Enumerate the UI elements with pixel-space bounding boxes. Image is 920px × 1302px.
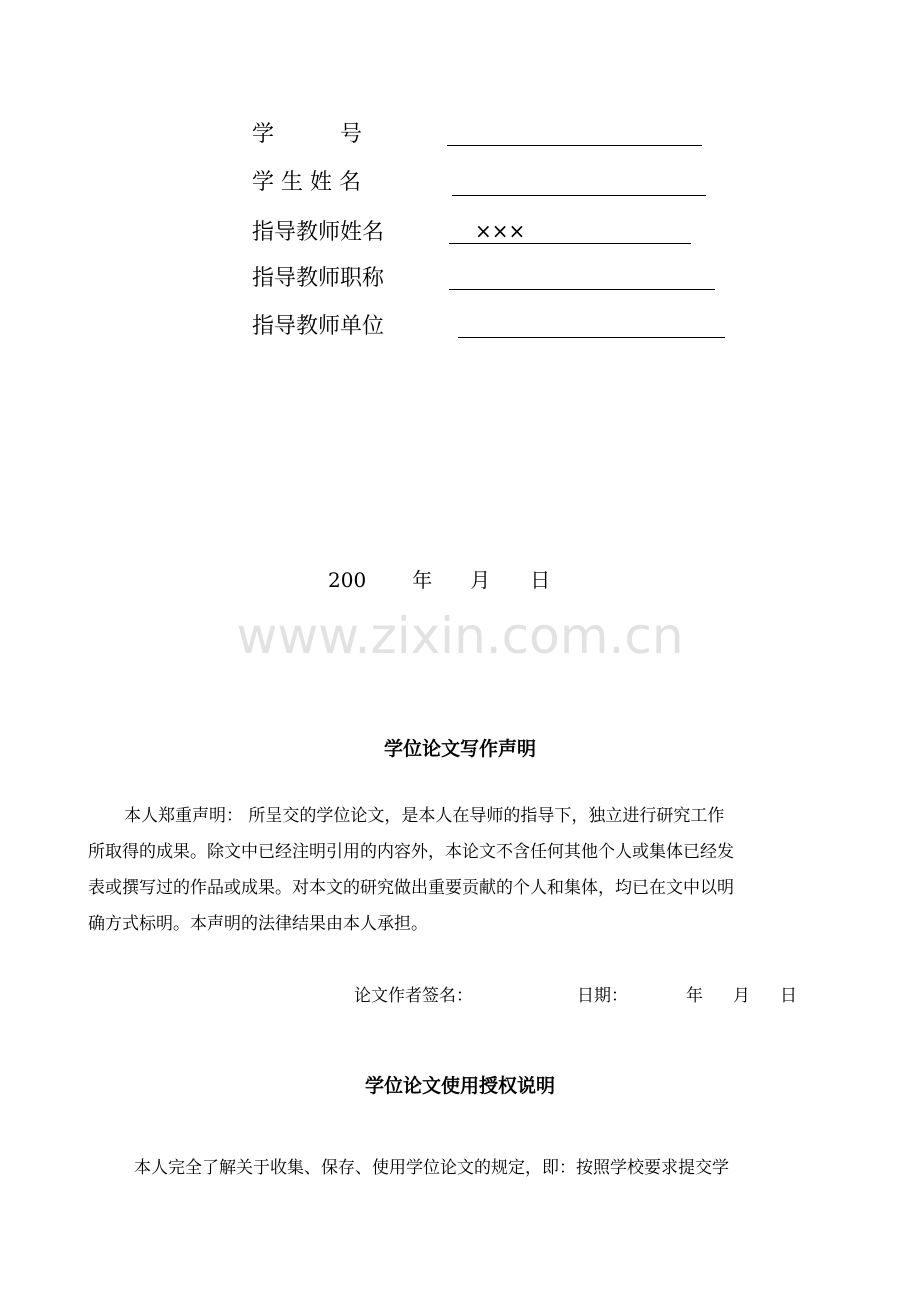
advisor-name-field[interactable]: ××× <box>449 216 691 244</box>
signature-year-unit: 年 <box>686 986 703 1006</box>
authorization-title: 学位论文使用授权说明 <box>364 1075 555 1097</box>
declaration-line: 所取得的成果。除文中已经注明引用的内容外，本论文不含任何其他个人或集体已经发 <box>88 842 734 862</box>
authorization-line: 本人完全了解关于收集、保存、使用学位论文的规定，即：按照学校要求提交学 <box>134 1158 729 1178</box>
cover-date <box>328 566 550 594</box>
advisor-name-row <box>0 218 920 258</box>
student-name-field[interactable] <box>452 168 706 196</box>
signature-month-unit: 月 <box>733 986 750 1006</box>
advisor-unit-field[interactable] <box>458 310 725 338</box>
student-name-label: 学 生 姓 名 <box>252 170 361 195</box>
student-id-field[interactable] <box>447 118 702 146</box>
advisor-title-field[interactable] <box>449 262 715 290</box>
date-day-unit: 日 <box>530 568 551 592</box>
student-id-row <box>0 120 920 160</box>
date-year-unit: 年 <box>412 568 433 592</box>
advisor-unit-row <box>0 312 920 352</box>
student-id-label: 学 号 <box>252 122 363 147</box>
declaration-line: 本人郑重声明： 所呈交的学位论文，是本人在导师的指导下，独立进行研究工作 <box>124 806 725 826</box>
advisor-title-label: 指导教师职称 <box>252 266 385 291</box>
signature-day-unit: 日 <box>780 986 797 1006</box>
declaration-paragraph <box>88 798 793 942</box>
authorization-paragraph <box>88 1150 793 1186</box>
signature-label: 论文作者签名： <box>354 986 473 1006</box>
advisor-unit-label: 指导教师单位 <box>252 314 385 339</box>
advisor-name-label: 指导教师姓名 <box>252 220 385 245</box>
declaration-line: 确方式标明。本声明的法律结果由本人承担。 <box>88 914 428 934</box>
student-name-row <box>0 168 920 208</box>
advisor-title-row <box>0 264 920 304</box>
date-year-prefix: 200 <box>328 568 367 592</box>
watermark: www.zixin.com.cn <box>236 607 684 665</box>
date-month-unit: 月 <box>470 568 491 592</box>
declaration-line: 表或撰写过的作品或成果。对本文的研究做出重要贡献的个人和集体，均已在文中以明 <box>88 878 734 898</box>
signature-date-label: 日期： <box>577 986 628 1006</box>
declaration-title: 学位论文写作声明 <box>383 738 536 760</box>
declaration-signature-line <box>354 982 797 1010</box>
